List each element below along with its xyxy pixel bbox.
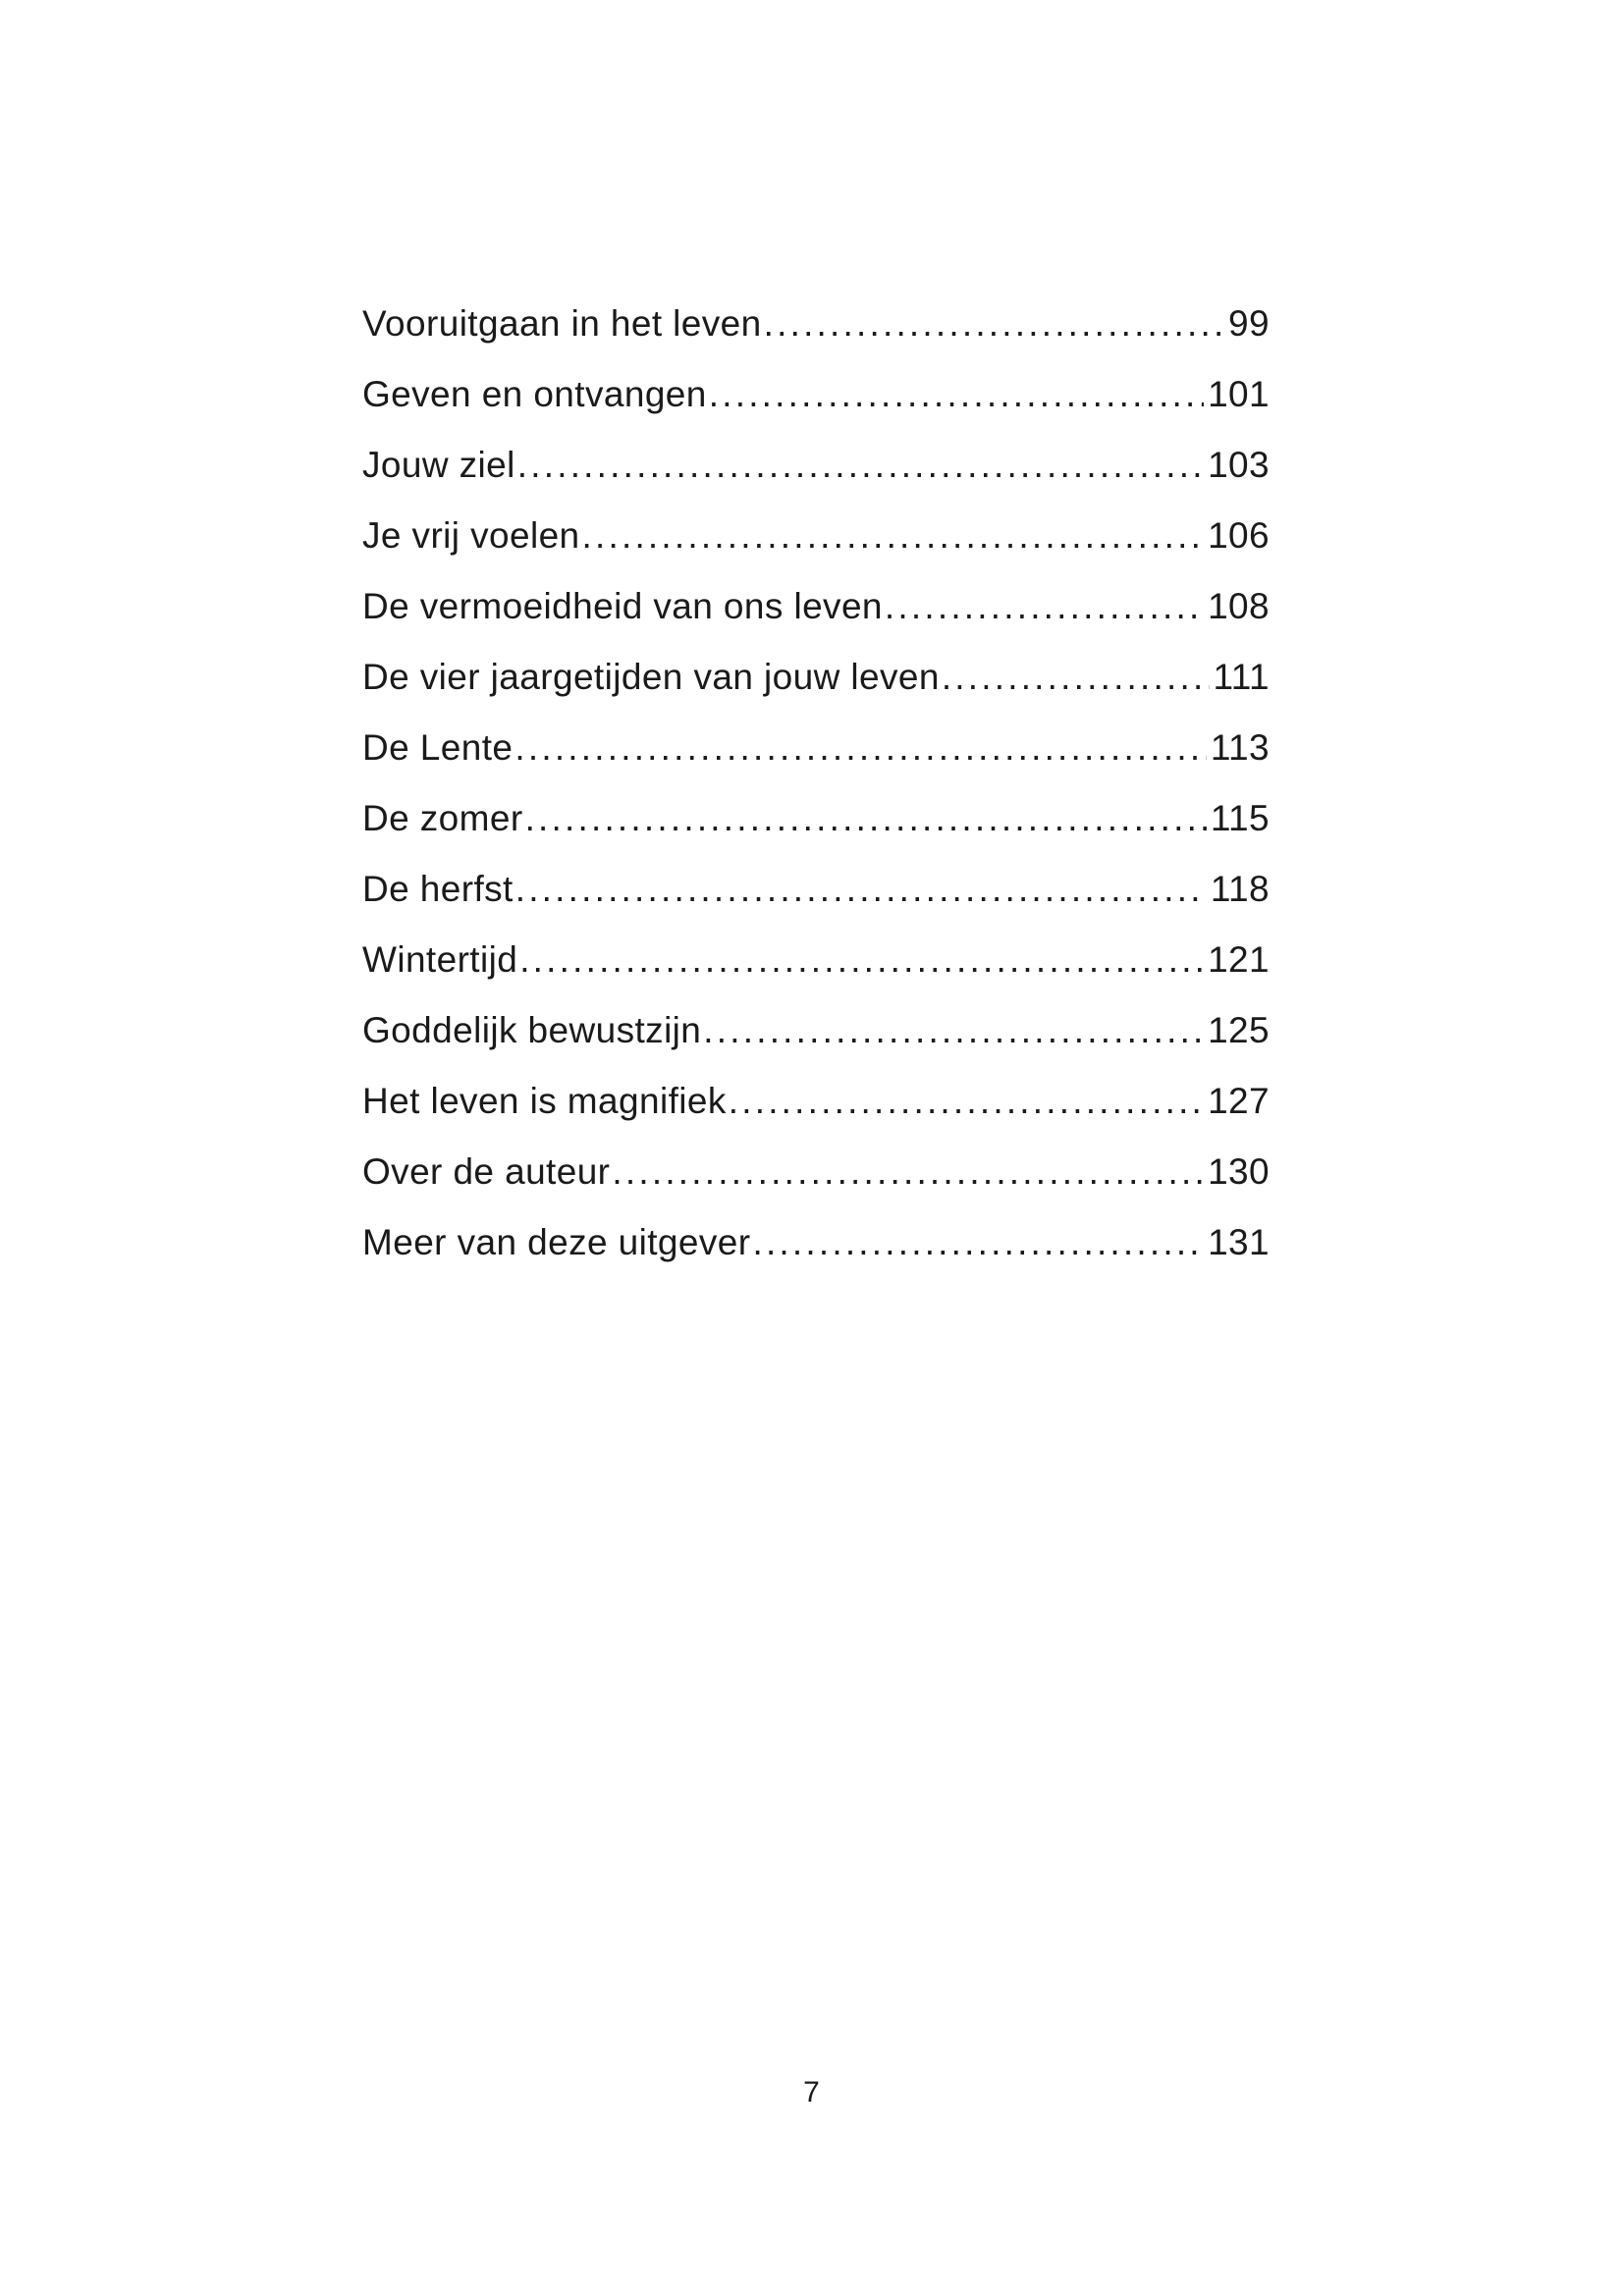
toc-entry: [362, 501, 1270, 571]
toc-dot-leader: [514, 713, 1206, 783]
toc-entry-title: Vooruitgaan in het leven: [362, 303, 762, 344]
toc-entry-page: 108: [1208, 586, 1270, 626]
toc-dot-leader: [885, 571, 1204, 642]
toc-dot-leader: [519, 925, 1204, 995]
toc-dot-leader: [582, 501, 1205, 571]
toc-dot-leader: [525, 783, 1207, 854]
toc-entry-page: 99: [1228, 303, 1270, 344]
toc-entry-title: Goddelijk bewustzijn: [362, 1010, 702, 1050]
toc-entry: [362, 925, 1270, 995]
toc-entry: [362, 430, 1270, 501]
toc-entry-title: De vier jaargetijden van jouw leven: [362, 657, 940, 697]
toc-dot-leader: [515, 854, 1207, 925]
toc-entry-title: Wintertijd: [362, 939, 518, 980]
toc-dot-leader: [703, 995, 1204, 1066]
toc-dot-leader: [764, 289, 1224, 359]
toc-entry-title: De zomer: [362, 798, 523, 838]
toc-entry-page: 101: [1208, 374, 1270, 414]
toc-entry-page: 113: [1210, 727, 1270, 768]
toc-dot-leader: [942, 642, 1210, 713]
toc-entry-page: 125: [1208, 1010, 1270, 1050]
toc-entry-page: 118: [1210, 869, 1270, 909]
toc-entry-page: 130: [1208, 1151, 1270, 1192]
toc-entry-page: 103: [1208, 445, 1270, 485]
toc-entry: [362, 854, 1270, 925]
toc-entry-title: De Lente: [362, 727, 514, 768]
toc-entry-title: Jouw ziel: [362, 445, 515, 485]
toc-dot-leader: [612, 1137, 1204, 1207]
toc-entry: [362, 713, 1270, 783]
toc-entry-page: 111: [1213, 657, 1270, 697]
toc-entry: [362, 359, 1270, 430]
toc-entry: [362, 571, 1270, 642]
toc-entry: [362, 995, 1270, 1066]
page-number: 7: [803, 2076, 820, 2109]
toc-entry-page: 131: [1208, 1222, 1270, 1262]
toc-entry: [362, 1066, 1270, 1137]
toc-entry-title: De herfst: [362, 869, 514, 909]
toc-entry-title: De vermoeidheid van ons leven: [362, 586, 883, 626]
toc-entry: [362, 1137, 1270, 1207]
toc-entry-title: Je vrij voelen: [362, 515, 580, 556]
toc-entry-title: Meer van deze uitgever: [362, 1222, 751, 1262]
table-of-contents: [362, 289, 1270, 1278]
toc-dot-leader: [729, 1066, 1204, 1137]
toc-entry-page: 121: [1208, 939, 1270, 980]
toc-entry-page: 106: [1208, 515, 1270, 556]
toc-entry-page: 127: [1208, 1081, 1270, 1121]
toc-dot-leader: [517, 430, 1204, 501]
toc-entry-title: Het leven is magnifiek: [362, 1081, 727, 1121]
toc-entry: [362, 1207, 1270, 1278]
toc-dot-leader: [752, 1207, 1204, 1278]
toc-entry-title: Geven en ontvangen: [362, 374, 707, 414]
toc-entry-page: 115: [1210, 798, 1270, 838]
toc-entry: [362, 289, 1270, 359]
toc-entry: [362, 783, 1270, 854]
toc-entry-title: Over de auteur: [362, 1151, 611, 1192]
toc-entry: [362, 642, 1270, 713]
toc-dot-leader: [709, 359, 1204, 430]
